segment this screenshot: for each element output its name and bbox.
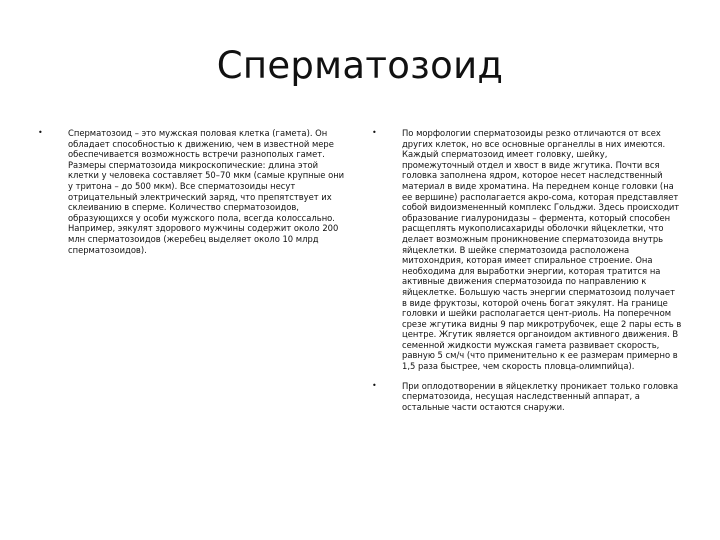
paragraph-text: По морфологии сперматозоиды резко отличаются от всех других клеток, но все основные органеллы в них имеются. Каждый сперматозоид имеет головку, шейку, промежуточный отдел и хвост в виде жгутика. Почти вся головка заполнена ядром, которое несет наследственный материал в виде хроматина. На переднем конце головки (на ее вершине) располагается акро-сома, которая представляет собой видоизмененный комплекс Гольджи. Здесь происходит образование гиалуронидазы – фермента, который способен расщеплять мукополисахариды оболочки яйцеклетки, что делает возможным проникновение сперматозоида внутрь яйцеклетки. В шейке сперматозоида расположена митохондрия, которая имеет спиральное строение. Она необходима для выработки энергии, которая тратится на активные движения сперматозоида по направлению к яйцеклетке. Большую часть энергии сперматозоид получает в виде фруктозы, которой очень богат эякулят. На границе головки и шейки располагается цент-риоль. На поперечном срезе жгутика видны 9 пар микротрубочек, еще 2 пары есть в центре. Жгутик является органоидом активного движения. В семенной жидкости мужская гамета развивает скорость, равную 5 см/ч (что применительно к ее размерам примерно в 1,5 раза быстрее, чем скорость пловца-олимпийца). (402, 128, 682, 372)
bullet-icon: • (372, 128, 377, 137)
left-column (38, 128, 346, 264)
bullet-icon: • (38, 128, 43, 137)
bullet-item (38, 128, 346, 255)
slide-title: Сперматозоид (216, 44, 504, 87)
bullet-item (372, 381, 682, 413)
paragraph-text: Сперматозоид – это мужская половая клетка (гамета). Он обладает способностью к движению, чем в известной мере обеспечивается возможность встречи разнополых гамет. Размеры сперматозоида микроскопические: длина этой клетки у человека составляет 50–70 мкм (самые крупные они у тритона – до 500 мкм). Все сперматозоиды несут отрицательный электрический заряд, что препятствует их склеиванию в сперме. Количество сперматозоидов, образующихся у особи мужского пола, всегда колоссально. Например, эякулят здорового мужчины содержит около 200 млн сперматозоидов (жеребец выделяет около 10 млрд сперматозоидов). (68, 128, 345, 255)
paragraph-text: При оплодотворении в яйцеклетку проникает только головка сперматозоида, несущая наследственный аппарат, а остальные части остаются снаружи. (402, 380, 679, 412)
bullet-item (372, 128, 682, 372)
right-column (372, 128, 682, 421)
bullet-icon: • (372, 380, 377, 390)
